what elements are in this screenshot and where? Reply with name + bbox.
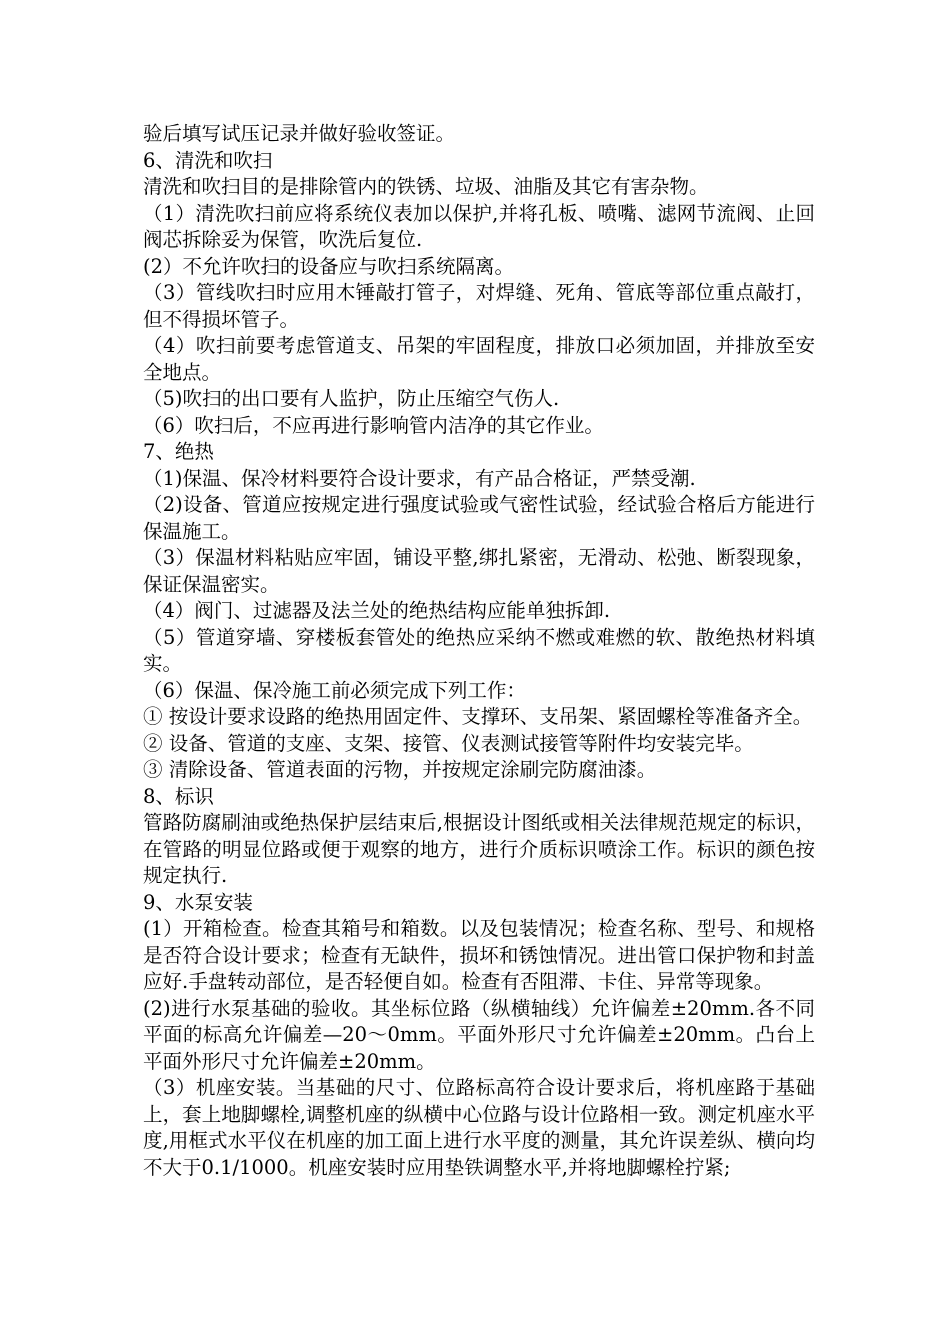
paragraph: （4）吹扫前要考虑管道支、吊架的牢固程度，排放口必须加固，并排放至安全地点。 [143, 334, 815, 384]
paragraph: (2)进行水泵基础的验收。其坐标位路（纵横轴线）允许偏差±20mm.各不同平面的标高允许偏差—20～0mm。平面外形尺寸允许偏差±20mm。凸台上平面外形尺寸允许偏差±20mm。 [143, 996, 815, 1073]
section-heading-6: 6、清洗和吹扫 [143, 148, 273, 172]
list-item: ② 设备、管道的支座、支架、接管、仪表测试接管等附件均安装完毕。 [143, 731, 754, 755]
paragraph: （4）阀门、过滤器及法兰处的绝热结构应能单独拆卸. [143, 599, 611, 622]
section-heading-9: 9、水泵安装 [143, 890, 253, 914]
paragraph: （1）清洗吹扫前应将系统仪表加以保护,并将孔板、喷嘴、滤网节流阀、止回阀芯拆除妥为保管，吹洗后复位. [143, 201, 815, 251]
list-item: ③ 清除设备、管道表面的污物，并按规定涂刷完防腐油漆。 [143, 758, 657, 781]
list-item: ① 按设计要求设路的绝热用固定件、支撑环、支吊架、紧固螺栓等准备齐全。 [143, 705, 813, 728]
document-body [143, 121, 815, 1181]
section-heading-7: 7、绝热 [143, 440, 214, 463]
paragraph: （3）保温材料粘贴应牢固，铺设平整,绑扎紧密，无滑动、松弛、断裂现象，保证保温密实。 [143, 546, 815, 596]
paragraph: 验后填写试压记录并做好验收签证。 [143, 122, 456, 145]
paragraph: （2)设备、管道应按规定进行强度试验或气密性试验，经试验合格后方能进行保温施工。 [143, 493, 815, 543]
paragraph: （1)保温、保冷材料要符合设计要求，有产品合格证，严禁受潮. [143, 466, 696, 490]
paragraph: （5)吹扫的出口要有人监护，防止压缩空气伤人. [143, 387, 560, 410]
paragraph: (1）开箱检查。检查其箱号和箱数。以及包装情况；检查名称、型号、和规格是否符合设计要求；检查有无缺件，损坏和锈蚀情况。进出管口保护物和封盖应好.手盘转动部位，是否轻便自如。检查有否阻滞、卡住、异常等现象。 [143, 917, 815, 993]
paragraph: (2）不允许吹扫的设备应与吹扫系统隔离。 [143, 254, 515, 278]
paragraph: （3）机座安装。当基础的尺寸、位路标高符合设计要求后，将机座路于基础上，套上地脚螺栓,调整机座的纵横中心位路与设计位路相一致。测定机座水平度,用框式水平仪在机座的加工面上进行水平度的测量，其允许误差纵、横向均不大于0.1/1000。机座安装时应用垫铁调整水平,并将地脚螺栓拧紧; [143, 1076, 815, 1179]
paragraph: 清洗和吹扫目的是排除管内的铁锈、垃圾、油脂及其它有害杂物。 [143, 175, 709, 198]
paragraph: （6）吹扫后，不应再进行影响管内洁净的其它作业。 [143, 413, 604, 437]
paragraph: （3）管线吹扫时应用木锤敲打管子，对焊缝、死角、管底等部位重点敲打，但不得损坏管子。 [143, 281, 815, 331]
section-heading-8: 8、标识 [143, 784, 214, 808]
paragraph: （5）管道穿墙、穿楼板套管处的绝热应采纳不燃或难燃的软、散绝热材料填实。 [143, 625, 815, 675]
paragraph: （6）保温、保冷施工前必须完成下列工作： [143, 678, 526, 702]
paragraph: 管路防腐刷油或绝热保护层结束后,根据设计图纸或相关法律规范规定的标识，在管路的明显位路或便于观察的地方，进行介质标识喷涂工作。标识的颜色按规定执行. [143, 811, 815, 887]
